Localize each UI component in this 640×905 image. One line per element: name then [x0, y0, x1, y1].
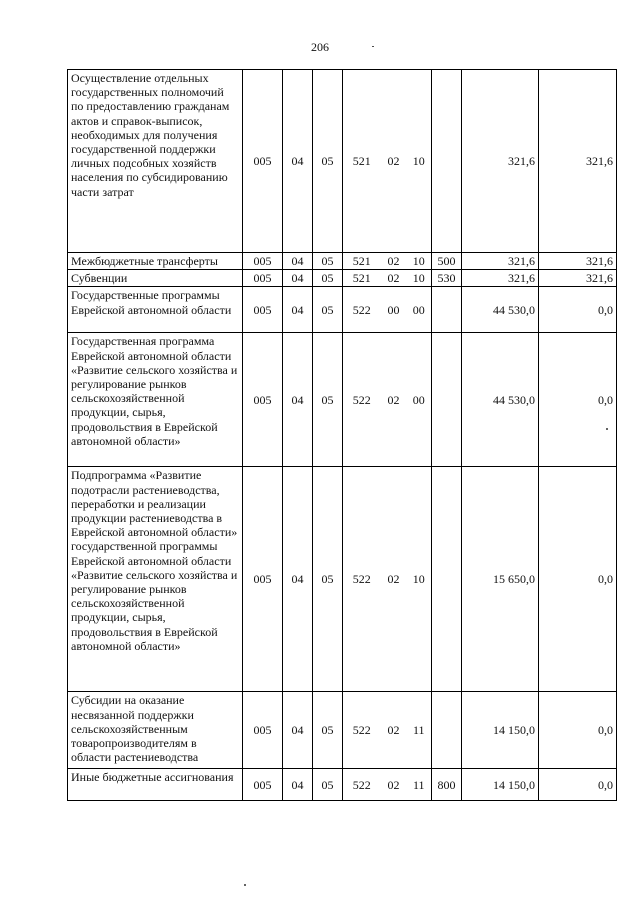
scan-speck — [606, 428, 608, 430]
target-code-b: 02 — [381, 692, 407, 769]
subsection-code: 05 — [313, 270, 343, 287]
target-code-c: 00 — [407, 333, 432, 467]
target-code-a: 522 — [343, 333, 381, 467]
target-code-a: 522 — [343, 287, 381, 333]
table-row — [68, 467, 617, 692]
subsection-code: 05 — [313, 692, 343, 769]
sum-plan: 44 530,0 — [462, 287, 539, 333]
sum-fact: 0,0 — [539, 333, 617, 467]
sum-fact: 0,0 — [539, 692, 617, 769]
sum-plan: 15 650,0 — [462, 467, 539, 692]
admin-code: 005 — [243, 287, 283, 333]
sum-plan: 321,6 — [462, 253, 539, 270]
sum-plan: 321,6 — [462, 70, 539, 253]
table-body — [68, 70, 617, 801]
subsection-code: 05 — [313, 253, 343, 270]
row-name: Субсидии на оказание несвязанной поддержки сельскохозяйственным товаропроизводителям в области растениеводства — [68, 692, 243, 769]
target-code-b: 02 — [381, 769, 407, 801]
target-code-c: 00 — [407, 287, 432, 333]
expense-type-code — [432, 692, 462, 769]
row-name: Субвенции — [68, 270, 243, 287]
sum-plan: 14 150,0 — [462, 769, 539, 801]
row-name: Государственная программа Еврейской автономной области «Развитие сельского хозяйства и регулирование рынков сельскохозяйственной продукции, сырья, продовольствия в Еврейской автономной области» — [68, 333, 243, 467]
section-code: 04 — [283, 769, 313, 801]
section-code: 04 — [283, 333, 313, 467]
admin-code: 005 — [243, 692, 283, 769]
table-row — [68, 253, 617, 270]
expense-type-code: 530 — [432, 270, 462, 287]
target-code-b: 02 — [381, 270, 407, 287]
section-code: 04 — [283, 70, 313, 253]
admin-code: 005 — [243, 333, 283, 467]
scan-speck — [372, 46, 374, 47]
admin-code: 005 — [243, 467, 283, 692]
subsection-code: 05 — [313, 769, 343, 801]
sum-fact: 0,0 — [539, 287, 617, 333]
target-code-b: 02 — [381, 70, 407, 253]
target-code-c: 10 — [407, 70, 432, 253]
expense-type-code — [432, 467, 462, 692]
sum-fact: 321,6 — [539, 270, 617, 287]
section-code: 04 — [283, 467, 313, 692]
expense-type-code — [432, 70, 462, 253]
section-code: 04 — [283, 287, 313, 333]
table-row — [68, 270, 617, 287]
section-code: 04 — [283, 253, 313, 270]
row-name: Государственные программы Еврейской автономной области — [68, 287, 243, 333]
budget-table — [67, 69, 617, 801]
sum-plan: 14 150,0 — [462, 692, 539, 769]
target-code-c: 11 — [407, 692, 432, 769]
subsection-code: 05 — [313, 287, 343, 333]
section-code: 04 — [283, 270, 313, 287]
subsection-code: 05 — [313, 467, 343, 692]
target-code-b: 02 — [381, 333, 407, 467]
row-name: Иные бюджетные ассигнования — [68, 769, 243, 801]
admin-code: 005 — [243, 253, 283, 270]
sum-fact: 0,0 — [539, 467, 617, 692]
admin-code: 005 — [243, 270, 283, 287]
page-number: 206 — [311, 40, 329, 54]
target-code-a: 522 — [343, 467, 381, 692]
target-code-c: 10 — [407, 467, 432, 692]
table-row — [68, 287, 617, 333]
row-name: Осуществление отдельных государственных полномочий по предоставлению гражданам актов и справок-выписок, необходимых для получения государственной поддержки личных подсобных хозяйств населения по субсидированию части затрат — [68, 70, 243, 253]
row-name: Подпрограмма «Развитие подотрасли растениеводства, переработки и реализации продукции растениеводства в Еврейской автономной области» государственной программы Еврейской автономной области «Развитие сельского хозяйства и регулирование рынков сельскохозяйственной продукции, сырья, продовольствия в Еврейской автономной области» — [68, 467, 243, 692]
table-row — [68, 333, 617, 467]
row-name: Межбюджетные трансферты — [68, 253, 243, 270]
target-code-a: 521 — [343, 270, 381, 287]
table-row — [68, 70, 617, 253]
target-code-c: 10 — [407, 253, 432, 270]
sum-plan: 44 530,0 — [462, 333, 539, 467]
admin-code: 005 — [243, 70, 283, 253]
target-code-c: 11 — [407, 769, 432, 801]
subsection-code: 05 — [313, 333, 343, 467]
expense-type-code — [432, 287, 462, 333]
target-code-c: 10 — [407, 270, 432, 287]
table-row — [68, 692, 617, 769]
target-code-a: 521 — [343, 70, 381, 253]
target-code-a: 522 — [343, 769, 381, 801]
scan-speck — [244, 884, 246, 886]
sum-fact: 321,6 — [539, 70, 617, 253]
expense-type-code: 500 — [432, 253, 462, 270]
sum-plan: 321,6 — [462, 270, 539, 287]
expense-type-code — [432, 333, 462, 467]
sum-fact: 0,0 — [539, 769, 617, 801]
sum-fact: 321,6 — [539, 253, 617, 270]
admin-code: 005 — [243, 769, 283, 801]
target-code-a: 521 — [343, 253, 381, 270]
expense-type-code: 800 — [432, 769, 462, 801]
target-code-b: 02 — [381, 253, 407, 270]
table-row — [68, 769, 617, 801]
target-code-a: 522 — [343, 692, 381, 769]
subsection-code: 05 — [313, 70, 343, 253]
target-code-b: 02 — [381, 467, 407, 692]
section-code: 04 — [283, 692, 313, 769]
target-code-b: 00 — [381, 287, 407, 333]
